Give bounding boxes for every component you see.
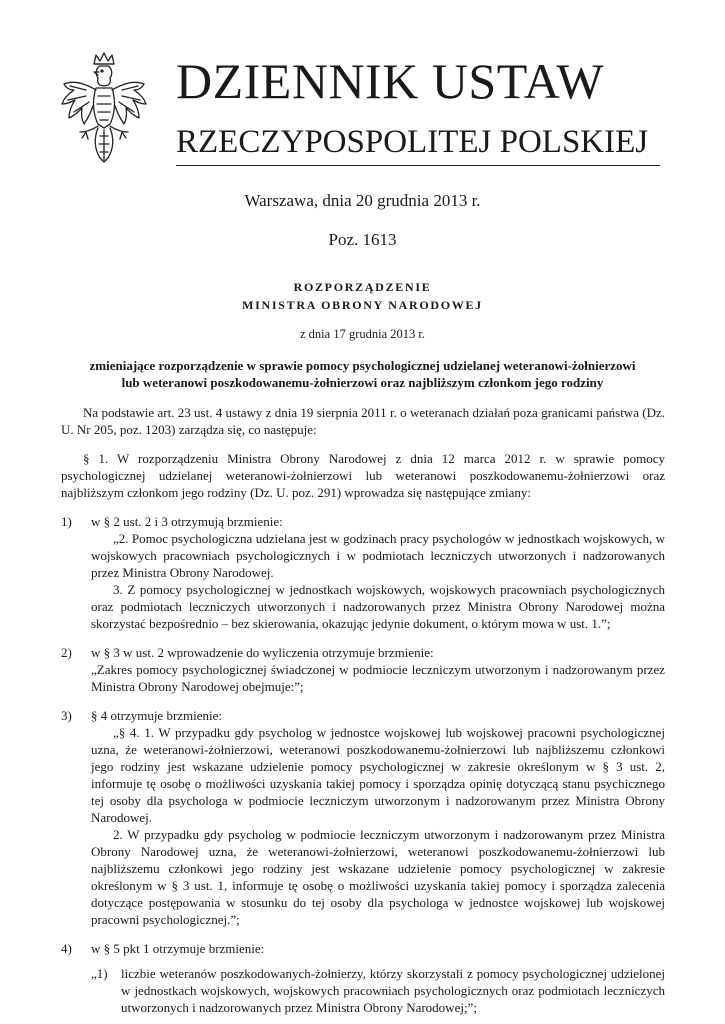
place-date: Warszawa, dnia 20 grudnia 2013 r. [244, 191, 481, 210]
position-number: Poz. 1613 [328, 230, 397, 249]
item-number: 2) [61, 645, 72, 660]
quote-text: 2. W przypadku gdy psycholog w podmiocie leczniczym utworzonym i nadzorowanym przez Ministra Obrony Narodowej uzna, że weteranowi-żołnierzowi, weteranowi poszkodowanemu-żołnierzowi lub najbliższemu członkowi jego rodziny jest wskazane udzielenie pomocy psychologicznej w zakresie określonym w § 3 ust. 1, informuje tę osobę o możliwości uzyskania takiej pomocy i sporządza zalecenia dotyczące postępowania w stosunku do tej osoby dla psychologa w jednostce wojskowej lub wojskowej pracowni psychologicznej.”; [91, 827, 665, 927]
item-text: § 4 otrzymuje brzmienie: [91, 708, 223, 723]
act-subject-line-2: lub weteranowi poszkodowanemu-żołnierzowi oraz najbliższym członkom jego rodziny [121, 375, 604, 390]
legal-basis: Na podstawie art. 23 ust. 4 ustawy z dnia 19 sierpnia 2011 r. o weteranach działań poza granicami państwa (Dz. U. Nr 205, poz. 1203) zarządza się, co następuje: [61, 405, 665, 437]
item-number: 4) [61, 941, 72, 956]
white-eagle-emblem-icon [56, 50, 152, 166]
list-item [61, 940, 665, 957]
item-text: w § 3 w ust. 2 wprowadzenie do wyliczenia otrzymuje brzmienie: [91, 645, 434, 660]
act-subject-line-1: zmieniające rozporządzenie w sprawie pomocy psychologicznej udzielanej weteranowi-żołnierzowi [89, 358, 636, 373]
list-item [61, 644, 665, 661]
header-divider [176, 165, 660, 166]
item-number: 1) [61, 514, 72, 529]
paragraph-1: § 1. W rozporządzeniu Ministra Obrony Narodowej z dnia 12 marca 2012 r. w sprawie pomocy psychologicznej udzielanej weteranowi-żołnierzowi lub weteranowi poszkodowanemu-żołnierzowi oraz najbliższym członkom jego rodziny (Dz. U. poz. 291) wprowadza się następujące zmiany: [61, 451, 665, 500]
quote-text: „Zakres pomocy psychologicznej świadczonej w podmiocie leczniczym utworzonym i nadzorowanym przez Ministra Obrony Narodowej obejmuje:”; [91, 662, 665, 694]
act-body [61, 404, 665, 1016]
quote-text: 3. Z pomocy psychologicznej w jednostkach wojskowych, wojskowych pracowniach psychologicznych oraz podmiotach leczniczych utworzonych i nadzorowanych przez Ministra Obrony Narodowej można skorzystać bezpośrednio – bez skierowania, okazując jedynie dokument, o którym mowa w ust. 1.”; [91, 582, 665, 631]
item-number: 3) [61, 708, 72, 723]
journal-subtitle: RZECZYPOSPOLITEJ POLSKIEJ [176, 124, 649, 160]
list-item [61, 707, 665, 724]
sub-item-number: „1) [91, 966, 108, 981]
sub-item [91, 965, 665, 1016]
act-organ: MINISTRA OBRONY NARODOWEJ [242, 298, 483, 312]
quote-text: „2. Pomoc psychologiczna udzielana jest w godzinach pracy psychologów w jednostkach wojskowych, w wojskowych pracowniach psychologicznych i w podmiotach leczniczych utworzonych i nadzorowanych przez Ministra Obrony Narodowej. [91, 531, 665, 580]
act-date: z dnia 17 grudnia 2013 r. [300, 327, 425, 341]
act-subject [0, 357, 725, 391]
list-item [61, 513, 665, 530]
sub-item-text: liczbie weteranów poszkodowanych-żołnierzy, którzy skorzystali z pomocy psychologicznej udzielonej w jednostkach wojskowych, wojskowych pracowniach psychologicznych oraz podmiotach leczniczych utworzonych i nadzorowanych przez Ministra Obrony Narodowej;”; [121, 966, 665, 1015]
act-type: ROZPORZĄDZENIE [293, 280, 432, 294]
quote-text: „§ 4. 1. W przypadku gdy psycholog w jednostce wojskowej lub wojskowej pracowni psychologicznej uzna, że weteranowi-żołnierzowi, weteranowi poszkodowanemu-żołnierzowi lub najbliższemu członkowi jego rodziny jest wskazane udzielenie pomocy psychologicznej w zakresie określonym w § 3 ust. 2, informuje tę osobę o możliwości uzyskania takiej pomocy i sporządza opinię dotyczącą stanu psychicznego tej osoby dla psychologa w podmiocie leczniczym utworzonym i nadzorowanym przez Ministra Obrony Narodowej. [91, 725, 665, 825]
item-text: w § 2 ust. 2 i 3 otrzymują brzmienie: [91, 514, 283, 529]
item-text: w § 5 pkt 1 otrzymuje brzmienie: [91, 941, 265, 956]
journal-title: DZIENNIK USTAW [176, 53, 605, 109]
